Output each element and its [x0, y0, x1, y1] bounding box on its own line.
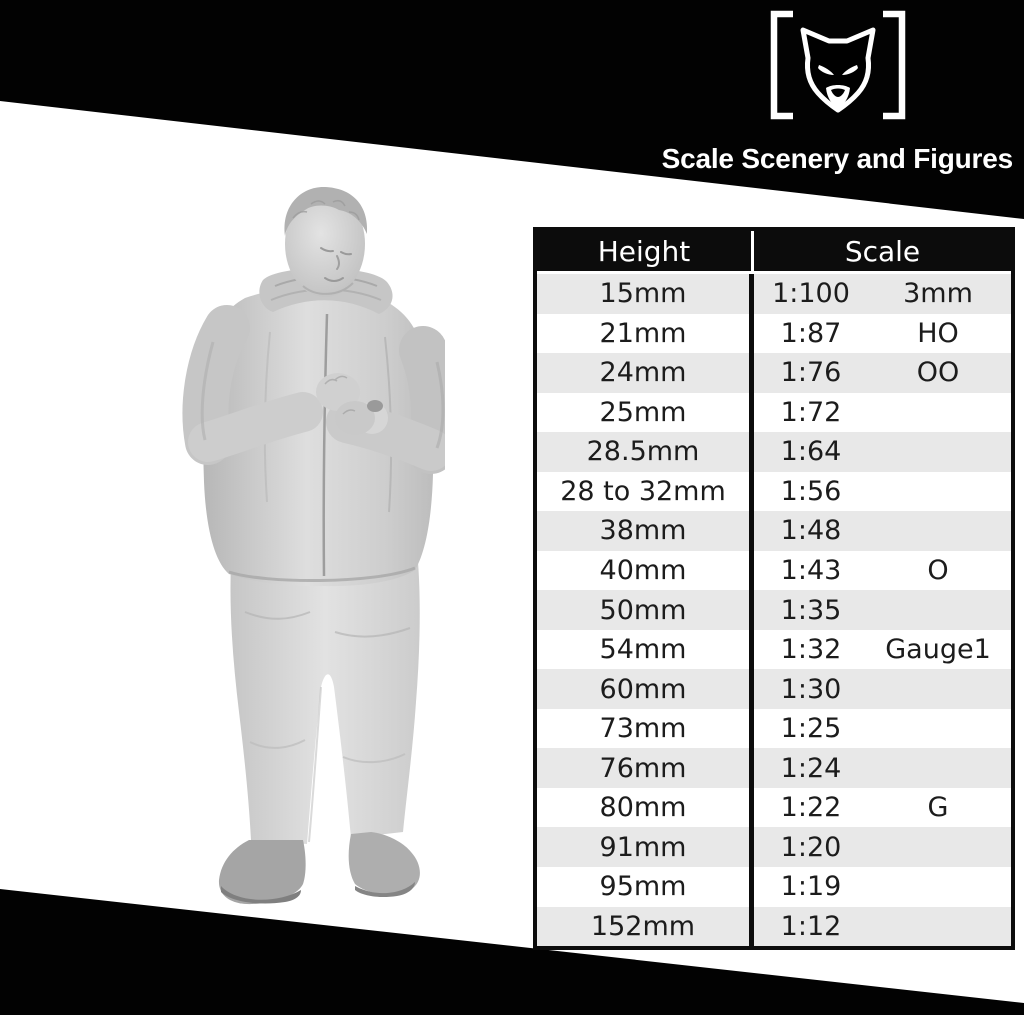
scale-cell [754, 590, 1011, 630]
table-row [537, 907, 1011, 947]
height-cell: 80mm [537, 788, 754, 828]
table-row [537, 432, 1011, 472]
height-cell: 60mm [537, 669, 754, 709]
table-row [537, 274, 1011, 314]
scale-cell [754, 274, 1011, 314]
gauge-name: O [927, 554, 949, 586]
table-row [537, 314, 1011, 354]
height-cell: 76mm [537, 748, 754, 788]
table-row [537, 590, 1011, 630]
scale-ratio: 1:24 [780, 752, 842, 784]
scale-ratio: 1:76 [780, 357, 842, 389]
gauge-name: 3mm [903, 278, 973, 310]
scale-ratio: 1:64 [780, 436, 842, 468]
scale-ratio: 1:100 [772, 278, 850, 310]
table-row [537, 709, 1011, 749]
scale-ratio: 1:32 [780, 634, 842, 666]
scale-ratio: 1:43 [780, 554, 842, 586]
scale-ratio: 1:19 [780, 871, 842, 903]
bracket-right [883, 14, 902, 116]
scale-cell [754, 669, 1011, 709]
scale-ratio: 1:12 [780, 910, 842, 942]
gauge-name: Gauge1 [885, 634, 991, 666]
height-cell: 38mm [537, 511, 754, 551]
scale-cell [754, 393, 1011, 433]
column-header-height: Height [537, 231, 751, 271]
gauge-name: OO [916, 357, 960, 389]
scale-cell [754, 748, 1011, 788]
scale-ratio: 1:20 [780, 831, 842, 863]
scale-cell [754, 511, 1011, 551]
bracket-left [774, 14, 793, 116]
scale-cell [754, 867, 1011, 907]
scale-cell [754, 353, 1011, 393]
scale-conversion-table [533, 227, 1015, 950]
scale-cell [754, 907, 1011, 947]
height-cell: 24mm [537, 353, 754, 393]
scale-cell [754, 630, 1011, 670]
table-row [537, 630, 1011, 670]
height-cell: 21mm [537, 314, 754, 354]
height-cell: 73mm [537, 709, 754, 749]
height-cell: 25mm [537, 393, 754, 433]
table-row [537, 511, 1011, 551]
gauge-name: G [927, 792, 949, 824]
brand-name: Scale Scenery and Figures [661, 143, 1013, 174]
scale-ratio: 1:72 [780, 396, 842, 428]
scale-ratio: 1:25 [780, 713, 842, 745]
scale-cell [754, 472, 1011, 512]
scale-ratio: 1:35 [780, 594, 842, 626]
table-row [537, 472, 1011, 512]
scale-cell [754, 827, 1011, 867]
table-row [537, 551, 1011, 591]
figure-jeans [230, 562, 419, 844]
scale-cell [754, 788, 1011, 828]
height-cell: 28 to 32mm [537, 472, 754, 512]
table-row [537, 788, 1011, 828]
scale-ratio: 1:48 [780, 515, 842, 547]
height-cell: 152mm [537, 907, 754, 947]
table-body [537, 274, 1011, 946]
height-cell: 15mm [537, 274, 754, 314]
scale-cell [754, 709, 1011, 749]
wolf-icon [763, 6, 913, 124]
table-row [537, 353, 1011, 393]
scale-ratio: 1:56 [780, 475, 842, 507]
height-cell: 54mm [537, 630, 754, 670]
table-row [537, 748, 1011, 788]
table-row [537, 669, 1011, 709]
scale-cell [754, 432, 1011, 472]
column-header-scale: Scale [754, 231, 1011, 271]
height-cell: 28.5mm [537, 432, 754, 472]
scale-ratio: 1:22 [780, 792, 842, 824]
scale-ratio: 1:30 [780, 673, 842, 705]
height-cell: 91mm [537, 827, 754, 867]
figure-shoes [219, 832, 420, 904]
gauge-name: HO [917, 317, 959, 349]
height-cell: 40mm [537, 551, 754, 591]
man-checking-watch-3d-scan [175, 182, 445, 910]
scale-cell [754, 551, 1011, 591]
table-row [537, 827, 1011, 867]
figure-watch [367, 400, 383, 412]
table-row [537, 867, 1011, 907]
scale-ratio: 1:87 [780, 317, 842, 349]
height-cell: 50mm [537, 590, 754, 630]
table-header [537, 231, 1011, 274]
scale-cell [754, 314, 1011, 354]
height-cell: 95mm [537, 867, 754, 907]
table-row [537, 393, 1011, 433]
